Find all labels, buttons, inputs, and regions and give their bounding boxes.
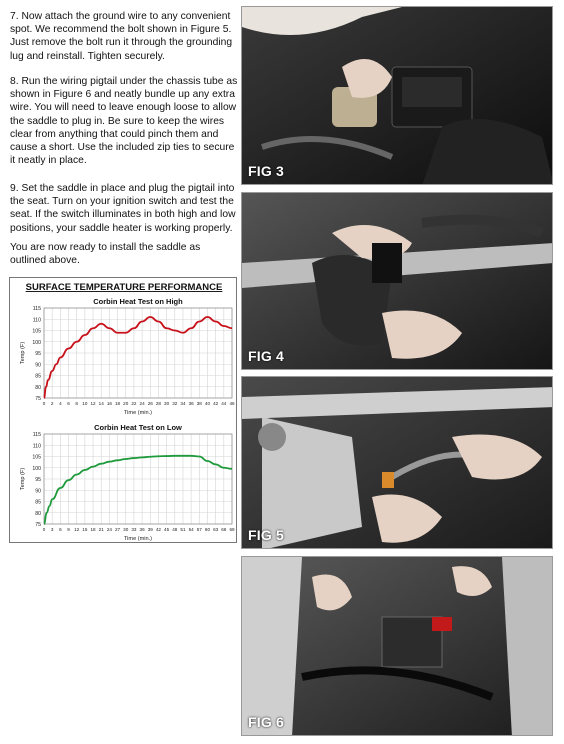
x-tick-label: 40 <box>204 401 211 406</box>
x-axis-label: Time (min.) <box>123 536 153 542</box>
x-tick-label: 69 <box>229 527 235 532</box>
x-axis-label: Time (min.) <box>123 410 153 416</box>
series-line <box>44 317 232 398</box>
y-tick-label: 80 <box>35 384 41 391</box>
x-tick-label: 63 <box>213 527 219 532</box>
y-axis-label: Temp (F) <box>20 467 26 491</box>
x-tick-label: 66 <box>221 527 227 532</box>
x-tick-label: 12 <box>90 401 96 406</box>
figure-5-photo <box>241 376 553 549</box>
y-tick-label: 85 <box>35 499 41 506</box>
y-tick-label: 110 <box>32 317 41 324</box>
y-tick-label: 100 <box>32 465 41 472</box>
x-tick-label: 24 <box>139 401 145 406</box>
x-tick-label: 16 <box>106 401 112 406</box>
x-tick-label: 18 <box>90 527 96 532</box>
y-tick-label: 105 <box>32 454 41 461</box>
x-tick-label: 51 <box>180 527 186 532</box>
x-tick-label: 36 <box>188 401 194 406</box>
x-tick-label: 36 <box>139 527 145 532</box>
temperature-chart-panel <box>9 277 237 543</box>
chart-title: Corbin Heat Test on Low <box>94 423 182 432</box>
x-tick-label: 48 <box>172 527 178 532</box>
y-tick-label: 115 <box>32 306 41 312</box>
x-tick-label: 33 <box>131 527 137 532</box>
y-tick-label: 110 <box>32 443 41 450</box>
x-tick-label: 15 <box>82 527 88 532</box>
temperature-charts <box>10 278 238 544</box>
x-tick-label: 57 <box>196 527 202 532</box>
x-tick-label: 42 <box>155 527 161 532</box>
x-tick-label: 6 <box>59 527 62 532</box>
x-tick-label: 26 <box>147 401 153 406</box>
x-tick-label: 30 <box>123 527 129 532</box>
step-7-text: 7. Now attach the ground wire to any convenient spot. We recommend the bolt shown in Figure 5. Just remove the bolt run it through the grounding lug and reinstall. Tighten securely. <box>10 11 233 62</box>
step-9-text: 9. Set the saddle in place and plug the pigtail into the seat. Turn on your ignition switch and test the seat. If the switch illuminates in both high and low positions, your saddle heater is working properly. <box>10 183 236 234</box>
x-tick-label: 45 <box>164 527 170 532</box>
x-tick-label: 21 <box>98 527 104 532</box>
x-tick-label: 42 <box>213 401 219 406</box>
x-tick-label: 4 <box>59 401 62 406</box>
x-tick-label: 18 <box>115 401 121 406</box>
y-tick-label: 90 <box>35 488 41 495</box>
x-tick-label: 2 <box>50 401 54 406</box>
x-tick-label: 3 <box>50 527 54 532</box>
figure-6-label: FIG 6 <box>248 714 285 730</box>
y-tick-label: 90 <box>35 362 41 369</box>
figure-3-label: FIG 3 <box>248 163 285 179</box>
y-tick-label: 100 <box>32 339 41 346</box>
y-tick-label: 105 <box>32 328 41 335</box>
x-tick-label: 32 <box>172 401 178 406</box>
step-8-text: 8. Run the wiring pigtail under the chassis tube as shown in Figure 6 and neatly bundle up any extra wire. You will need to leave enough loose to allow the saddle to plug in. Be sure to keep the wires clear from anything that could pinch them and cause a short. Use the included zip ties to secure it neatly in place. <box>10 76 238 167</box>
x-tick-label: 24 <box>106 527 112 532</box>
y-tick-label: 80 <box>35 510 41 517</box>
figure-6-image <box>242 557 553 736</box>
y-axis-label: Temp (F) <box>20 341 26 365</box>
x-tick-label: 12 <box>74 527 80 532</box>
x-tick-label: 0 <box>42 401 46 406</box>
x-tick-label: 9 <box>67 527 70 532</box>
x-tick-label: 27 <box>115 527 121 532</box>
series-line <box>44 456 232 524</box>
closing-text: You are now ready to install the saddle as outlined above. <box>10 242 201 267</box>
chart-title: Corbin Heat Test on High <box>93 297 183 306</box>
y-tick-label: 75 <box>35 396 41 402</box>
x-tick-label: 54 <box>188 527 194 532</box>
x-tick-label: 28 <box>155 401 161 406</box>
y-tick-label: 75 <box>35 522 41 528</box>
figure-4-photo <box>241 192 553 370</box>
y-tick-label: 115 <box>32 432 41 438</box>
x-tick-label: 39 <box>147 527 153 532</box>
x-tick-label: 44 <box>221 401 227 406</box>
x-tick-label: 38 <box>196 401 202 406</box>
figure-5-image <box>242 377 553 549</box>
x-tick-label: 46 <box>229 401 235 406</box>
x-tick-label: 22 <box>131 401 137 406</box>
figure-3-image <box>242 7 553 185</box>
x-tick-label: 0 <box>42 527 46 532</box>
x-tick-label: 20 <box>123 401 129 406</box>
x-tick-label: 60 <box>204 527 211 532</box>
figure-6-photo <box>241 556 553 736</box>
x-tick-label: 10 <box>82 401 88 406</box>
figure-heading: SURFACE TEMPERATURE PERFORMANCE <box>25 282 223 293</box>
x-tick-label: 34 <box>180 401 186 406</box>
x-tick-label: 30 <box>164 401 170 406</box>
figure-4-label: FIG 4 <box>248 348 285 364</box>
x-tick-label: 14 <box>98 401 104 406</box>
y-tick-label: 95 <box>35 351 41 357</box>
x-tick-label: 8 <box>75 401 78 406</box>
y-tick-label: 85 <box>35 373 41 380</box>
figure-5-label: FIG 5 <box>248 527 285 543</box>
figure-3-photo <box>241 6 553 185</box>
figure-4-image <box>242 193 553 370</box>
x-tick-label: 6 <box>67 401 70 406</box>
y-tick-label: 95 <box>35 477 41 483</box>
